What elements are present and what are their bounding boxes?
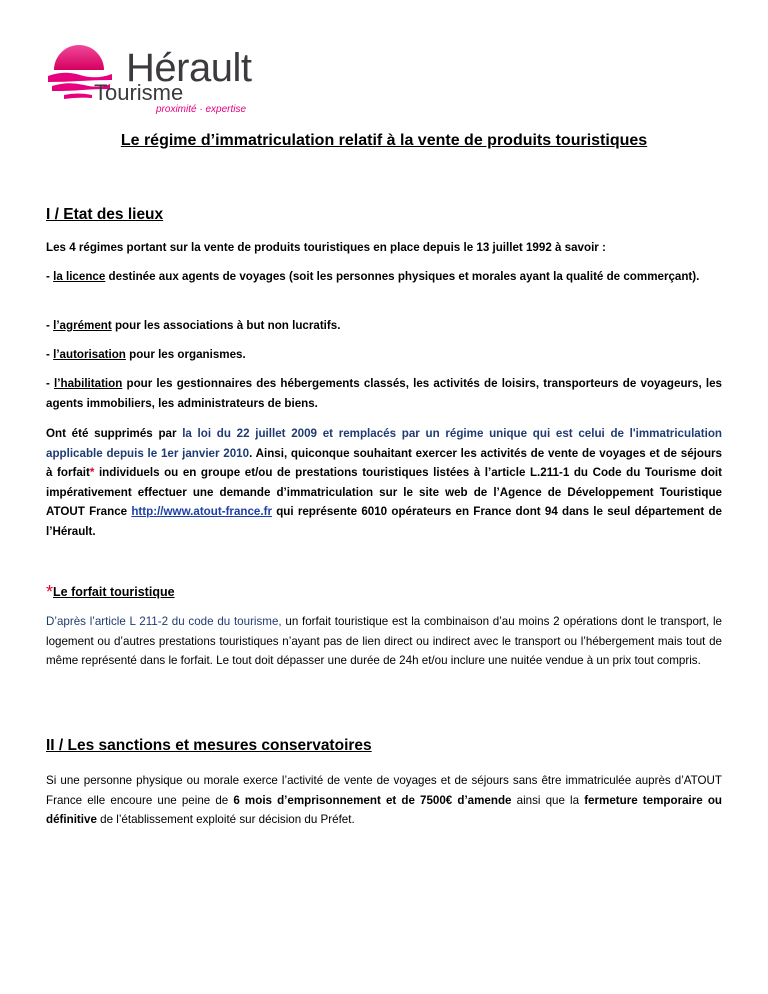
para-part-d: individuels ou en groupe et/ou de prestations touristiques listées à l’article L.211-1 du Code du Tourisme doit impérativement effectuer une demande d’immatriculation sur le site web de l’Agence de Développement Touristique ATOUT France (46, 466, 723, 518)
sanction-text-a: Si une personne physique ou morale exerce l’activité de vente de voyages et de séjours sans être immatriculée auprès d’ATOUT France elle encoure une peine de (46, 774, 722, 807)
list-item-habilitation (46, 374, 722, 413)
list-item-prefix: - (46, 270, 54, 283)
forfait-article-reference: D’après l’article L 211-2 du code du tourisme, (46, 615, 282, 628)
sanction-text-e: de l’établissement exploité sur décision du Préfet. (96, 813, 355, 826)
list-item-term: la licence (53, 270, 106, 283)
list-item-term: l’autorisation (53, 348, 126, 361)
law-reference: la loi du 22 juillet 2009 et remplacés par un régime unique qui est celui de l'immatriculation applicable depuis le 1er janvier 2010 (46, 427, 722, 460)
section-1-paragraph (46, 424, 722, 541)
list-item-text: pour les gestionnaires des hébergements classés, les activités de loisirs, transporteurs de voyageurs, les agents immobiliers, les administrateurs de biens. (46, 377, 723, 410)
section-2-heading: II / Les sanctions et mesures conservatoires (46, 737, 372, 754)
logo-brand: Hérault (126, 46, 252, 90)
page-title: Le régime d’immatriculation relatif à la vente de produits touristiques (120, 132, 648, 149)
para-part-e: qui représente 6010 opérateurs en France dont 94 dans le seul département de l’Hérault. (46, 505, 722, 538)
forfait-heading: Le forfait touristique (53, 585, 175, 599)
list-item-text: pour les organismes. (125, 348, 246, 361)
section-1-intro: Les 4 régimes portant sur la vente de produits touristiques en place depuis le 13 juillet 1992 à savoir : (46, 241, 606, 254)
sanction-closure: fermeture temporaire ou définitive (46, 793, 722, 826)
forfait-heading-row (46, 583, 722, 603)
sanction-text-c: ainsi que la (511, 793, 585, 807)
list-item-agrement (46, 316, 722, 336)
list-item-licence (46, 267, 722, 287)
list-item-prefix: - (46, 319, 54, 332)
para-part-a: Ont été supprimés par (46, 427, 183, 440)
list-item-term: l’agrément (53, 319, 112, 332)
forfait-text: un forfait touristique est la combinaison d’au moins 2 opérations dont le transport, le logement ou d’autres prestations touristiques n’ayant pas de lien direct ou indirect avec le transport ou l’hébergement mais tout de même représenté dans le forfait. Le tout doit dépasser une durée de 24h et/ou inclure une nuitée vendue à un prix tout compris. (46, 615, 722, 667)
forfait-definition (46, 612, 722, 671)
list-item-prefix: - (46, 377, 55, 390)
herault-tourisme-logo (44, 38, 254, 118)
logo-sub: Tourisme (94, 80, 184, 105)
list-item-text: pour les associations à but non lucratifs. (111, 319, 341, 332)
list-item-term: l’habilitation (54, 377, 123, 390)
forfait-asterisk: * (89, 466, 95, 479)
section-2-paragraph (46, 771, 722, 830)
list-item-text: destinée aux agents de voyages (soit les personnes physiques et morales ayant la qualité de commerçant). (105, 270, 700, 283)
list-item-prefix: - (46, 348, 54, 361)
forfait-heading-asterisk: * (46, 582, 54, 602)
sanction-penalty: 6 mois d’emprisonnement et de 7500€ d’amende (233, 793, 512, 807)
list-item-autorisation (46, 345, 722, 365)
para-part-c: . Ainsi, quiconque souhaitant exercer les activités de vente de voyages et de séjours à forfait (46, 446, 722, 479)
section-1-heading: I / Etat des lieux (46, 206, 164, 223)
logo-tagline: proximité · expertise (156, 104, 247, 115)
atout-france-link[interactable]: http://www.atout-france.fr (131, 505, 272, 518)
